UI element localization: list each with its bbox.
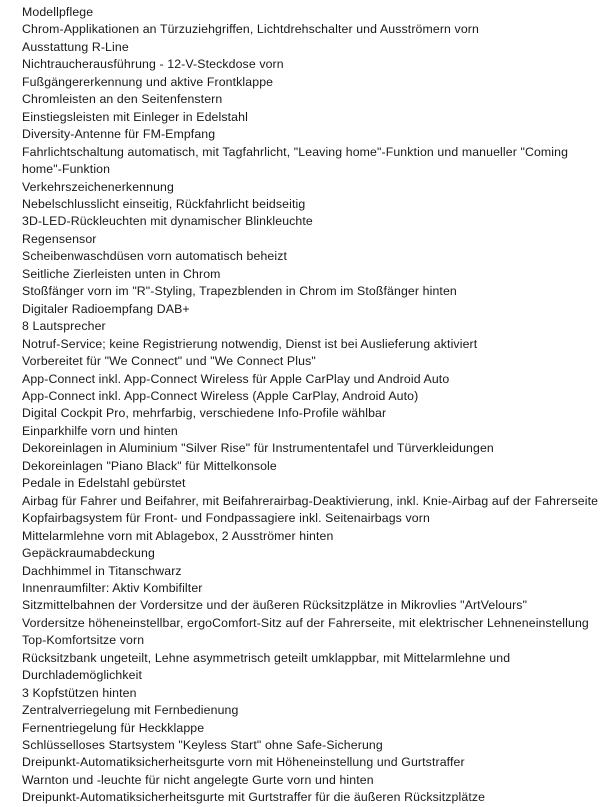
equipment-list-item: 3 Kopfstützen hinten <box>22 685 137 700</box>
equipment-list-item: Innenraumfilter: Aktiv Kombifilter <box>22 580 203 595</box>
equipment-list-item: Dachhimmel in Titanschwarz <box>22 563 182 578</box>
equipment-list-item: Schlüsselloses Startsystem "Keyless Start" ohne Safe-Sicherung <box>22 738 383 753</box>
equipment-list <box>22 4 600 807</box>
equipment-list-item: App-Connect inkl. App-Connect Wireless (Apple CarPlay, Android Auto) <box>22 388 419 403</box>
equipment-list-item: Rücksitzbank ungeteilt, Lehne asymmetrisch geteilt umklappbar, mit Mittelarmlehne und Durchlademöglichkeit <box>22 650 514 683</box>
equipment-list-item: Nebelschlusslicht einseitig, Rückfahrlicht beidseitig <box>22 196 306 211</box>
equipment-list-item: Einstiegsleisten mit Einleger in Edelstahl <box>22 109 248 124</box>
equipment-list-item: App-Connect inkl. App-Connect Wireless für Apple CarPlay und Android Auto <box>22 371 450 386</box>
equipment-list-item: Airbag für Fahrer und Beifahrer, mit Beifahrerairbag-Deaktivierung, inkl. Knie-Airbag auf der Fahrerseite <box>22 493 599 508</box>
equipment-list-item: Regensensor <box>22 231 97 246</box>
equipment-list-item: 8 Lautsprecher <box>22 319 106 334</box>
equipment-list-item: Fahrlichtschaltung automatisch, mit Tagfahrlicht, "Leaving home"-Funktion und manueller "Coming home"-Funktion <box>22 144 572 177</box>
equipment-list-item: Notruf-Service; keine Registrierung notwendig, Dienst ist bei Auslieferung aktiviert <box>22 336 478 351</box>
equipment-list-item: Digitaler Radioempfang DAB+ <box>22 301 190 316</box>
equipment-list-item: Top-Komfortsitze vorn <box>22 633 145 648</box>
equipment-list-item: Seitliche Zierleisten unten in Chrom <box>22 266 221 281</box>
equipment-list-item: Fernentriegelung für Heckklappe <box>22 720 205 735</box>
equipment-list-item: Vorbereitet für "We Connect" und "We Connect Plus" <box>22 354 316 369</box>
equipment-list-item: Einparkhilfe vorn und hinten <box>22 423 178 438</box>
equipment-list-item: Chromleisten an den Seitenfenstern <box>22 92 223 107</box>
equipment-list-item: Pedale in Edelstahl gebürstet <box>22 476 186 491</box>
equipment-list-item: Dreipunkt-Automatiksicherheitsgurte vorn mit Höheneinstellung und Gurtstraffer <box>22 755 465 770</box>
equipment-list-item: Sitzmittelbahnen der Vordersitze und der äußeren Rücksitzplätze in Mikrovlies "ArtVelours" <box>22 598 528 613</box>
equipment-list-item: Ausstattung R-Line <box>22 39 129 54</box>
equipment-list-item: Diversity-Antenne für FM-Empfang <box>22 127 216 142</box>
equipment-list-item: Dekoreinlagen "Piano Black" für Mittelkonsole <box>22 458 277 473</box>
equipment-list-item: Nichtraucherausführung - 12-V-Steckdose vorn <box>22 57 284 72</box>
equipment-list-item: Scheibenwaschdüsen vorn automatisch beheizt <box>22 249 288 264</box>
equipment-list-item: Dekoreinlagen in Aluminium "Silver Rise" für Instrumententafel und Türverkleidungen <box>22 441 494 456</box>
equipment-list-item: Fußgängererkennung und aktive Frontklappe <box>22 74 274 89</box>
equipment-list-item: Digital Cockpit Pro, mehrfarbig, verschiedene Info-Profile wählbar <box>22 406 387 421</box>
equipment-list-item: 3D-LED-Rückleuchten mit dynamischer Blinkleuchte <box>22 214 313 229</box>
equipment-list-item: Warnton und -leuchte für nicht angelegte Gurte vorn und hinten <box>22 772 374 787</box>
equipment-list-item: Chrom-Applikationen an Türzuziehgriffen, Lichtdrehschalter und Ausströmern vorn <box>22 22 479 37</box>
equipment-list-item: Gepäckraumabdeckung <box>22 546 155 561</box>
equipment-list-item: Modellpflege <box>22 5 94 19</box>
equipment-list-item: Kopfairbagsystem für Front- und Fondpassagiere inkl. Seitenairbags vorn <box>22 511 430 526</box>
equipment-list-item: Stoßfänger vorn im "R"-Styling, Trapezblenden in Chrom im Stoßfänger hinten <box>22 284 457 299</box>
equipment-list-item: Verkehrszeichenerkennung <box>22 179 174 194</box>
equipment-list-item: Zentralverriegelung mit Fernbedienung <box>22 703 239 718</box>
equipment-list-item: Vordersitze höheneinstellbar, ergoComfort-Sitz auf der Fahrerseite, mit elektrischer Lehneneinstellung <box>22 615 589 630</box>
equipment-list-item: Dreipunkt-Automatiksicherheitsgurte mit Gurtstraffer für die äußeren Rücksitzplätze <box>22 790 486 805</box>
equipment-list-item: Mittelarmlehne vorn mit Ablagebox, 2 Ausströmer hinten <box>22 528 334 543</box>
